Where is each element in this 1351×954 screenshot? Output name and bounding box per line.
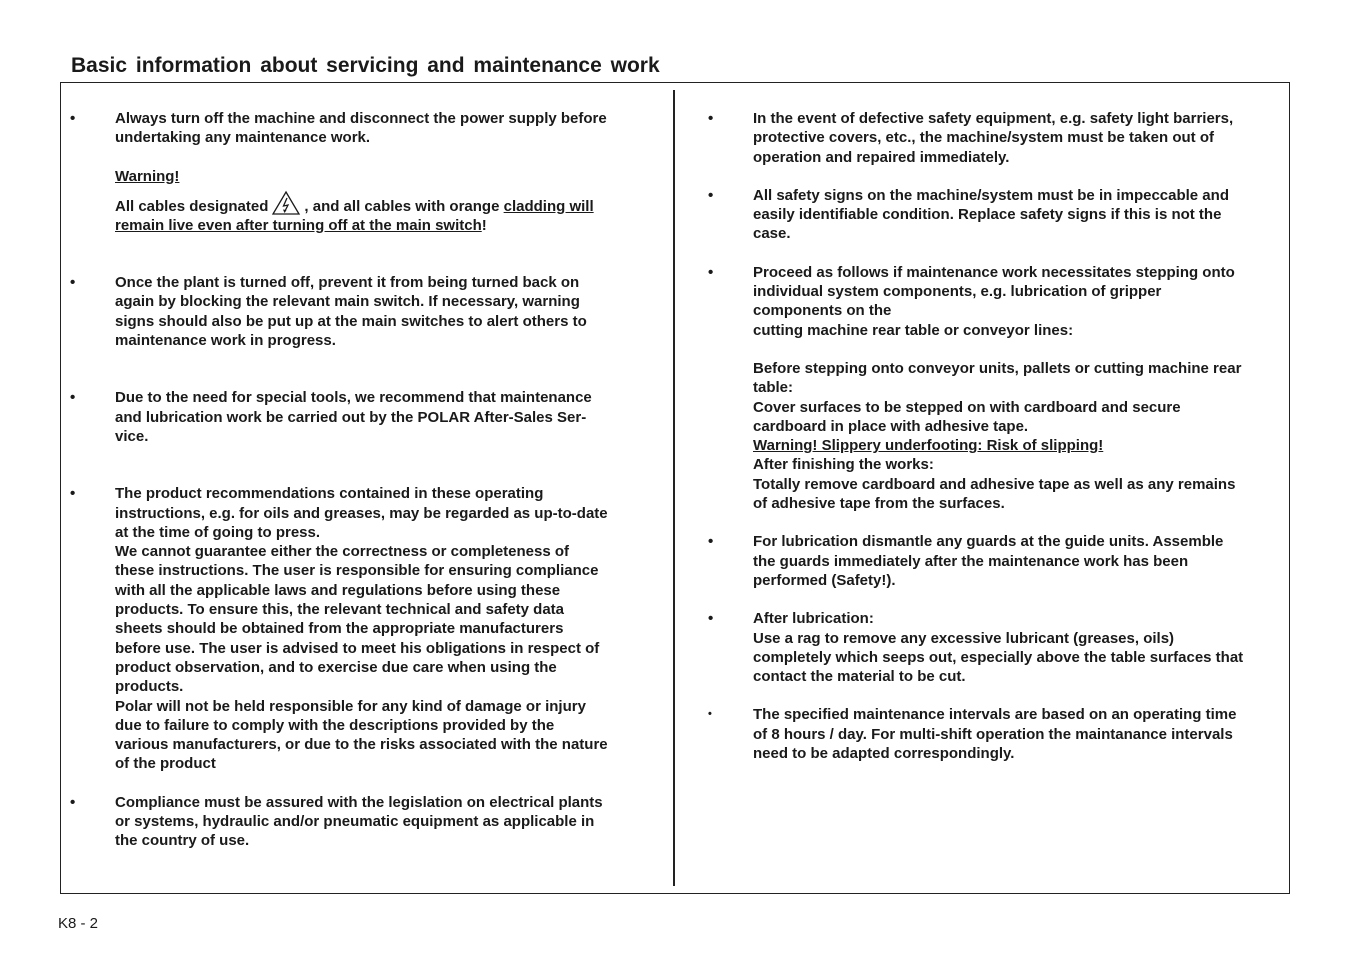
text-line: undertaking any maintenance work. [115,129,371,147]
text-line: operation and repaired immediately. [753,148,1010,166]
text-line: table: [753,379,794,397]
text-line: and lubrication work be carried out by the POLAR After-Sales Ser- [115,408,587,426]
warning-label: Warning! [115,167,180,185]
text-line: Cover surfaces to be stepped on with cardboard and secure [753,398,1181,416]
column-divider [673,90,675,886]
text-line: The product recommendations contained in these operating [115,485,544,503]
list-item [70,484,660,773]
bullet: • [708,186,714,204]
text-line: before use. The user is advised to meet his obligations in respect of [115,639,600,657]
text-line: Proceed as follows if maintenance work necessitates stepping onto [753,263,1235,281]
list-item [708,705,1288,763]
text-line: cladding will [503,197,594,215]
text-line: at the time of going to press. [115,523,321,541]
list-item [708,263,1288,514]
text-line: The specified maintenance intervals are based on an operating time [753,706,1237,724]
text-line: protective covers, etc., the machine/system must be taken out of [753,129,1214,147]
text-line: products. [115,678,184,696]
text-line: Due to the need for special tools, we recommend that maintenance [115,389,592,407]
text-line: the country of use. [115,832,250,850]
text-line: For lubrication dismantle any guards at the guide units. Assemble [753,533,1224,551]
list-item [70,109,660,235]
text-line: Before stepping onto conveyor units, pallets or cutting machine rear [753,359,1242,377]
text-line: Use a rag to remove any excessive lubricant (greases, oils) [753,629,1175,647]
text-line: All cables designated [115,197,269,215]
bullet: • [70,793,76,811]
text-line: ! [481,216,487,234]
page-number: K8 - 2 [58,915,99,932]
bullet: • [708,110,714,127]
text-line: , and all cables with orange [304,197,500,215]
text-line: Always turn off the machine and disconnect the power supply before [115,110,607,127]
text-line: of the product [115,755,216,773]
bullet: • [708,533,714,551]
text-line: or systems, hydraulic and/or pneumatic equipment as applicable in [115,813,595,831]
text-line: sheets should be obtained from the appropriate manufacturers [115,620,564,638]
text-line: various manufacturers, or due to the risks associated with the nature [115,736,608,754]
list-item [70,388,660,446]
text-line: components on the [753,302,892,320]
text-line: contact the material to be cut. [753,668,966,686]
bullet: • [708,610,714,628]
text-line: remain live even after turning off at the main switch [115,216,482,234]
high-voltage-warning-icon [271,190,301,216]
list-item [708,609,1288,686]
text-line: of 8 hours / day. For multi-shift operation the maintanance intervals [753,725,1233,743]
text-line: cutting machine rear table or conveyor lines: [753,321,1074,339]
text-line: the guards immediately after the maintenance work has been [753,552,1189,570]
text-line: maintenance work in progress. [115,332,336,350]
cables-warning-row [115,190,660,216]
list-item [70,273,660,350]
list-item [708,532,1288,590]
list-item [708,109,1288,167]
text-line: Polar will not be held responsible for any kind of damage or injury [115,697,586,715]
bullet: • [70,485,76,503]
bullet: • [708,708,712,721]
text-line: case. [753,225,791,243]
text-line: We cannot guarantee either the correctness or completeness of [115,543,570,561]
text-line: completely which seeps out, especially above the table surfaces that [753,648,1244,666]
text-line: All safety signs on the machine/system must be in impeccable and [753,186,1229,204]
text-line: After finishing the works: [753,456,934,474]
text-line: with all the applicable laws and regulations before using these [115,581,561,599]
text-line: product observation, and to exercise due care when using the [115,658,557,676]
bullet: • [70,110,76,127]
bullet: • [70,274,76,292]
text-line: Once the plant is turned off, prevent it from being turned back on [115,274,580,292]
text-line: In the event of defective safety equipment, e.g. safety light barriers, [753,110,1234,127]
page-title: Basic information about servicing and maintenance work [71,54,660,77]
text-line: these instructions. The user is responsible for ensuring compliance [115,562,599,580]
text-line: instructions, e.g. for oils and greases, may be regarded as up-to-date [115,504,608,522]
text-line: of adhesive tape from the surfaces. [753,495,1005,513]
text-line: products. To ensure this, the relevant technical and safety data [115,601,565,619]
text-line: easily identifiable condition. Replace safety signs if this is not the [753,206,1222,224]
text-line: individual system components, e.g. lubrication of gripper [753,283,1162,301]
text-line: need to be adapted correspondingly. [753,745,1015,763]
slippery-warning: Warning! Slippery underfooting: Risk of slipping! [753,437,1104,455]
text-line: signs should also be put up at the main switches to alert others to [115,312,587,330]
text-line: Totally remove cardboard and adhesive tape as well as any remains [753,475,1236,493]
text-line: performed (Safety!). [753,571,896,589]
list-item [70,793,660,851]
right-column [708,109,1288,763]
text-line: cardboard in place with adhesive tape. [753,417,1029,435]
list-item [708,186,1288,244]
left-column [70,109,660,851]
text-line: After lubrication: [753,610,874,628]
text-line: due to failure to comply with the descriptions provided by the [115,716,555,734]
text-line: again by blocking the relevant main switch. If necessary, warning [115,293,580,311]
text-line: vice. [115,427,149,445]
bullet: • [708,263,714,281]
bullet: • [70,389,76,407]
text-line: Compliance must be assured with the legislation on electrical plants [115,793,603,811]
